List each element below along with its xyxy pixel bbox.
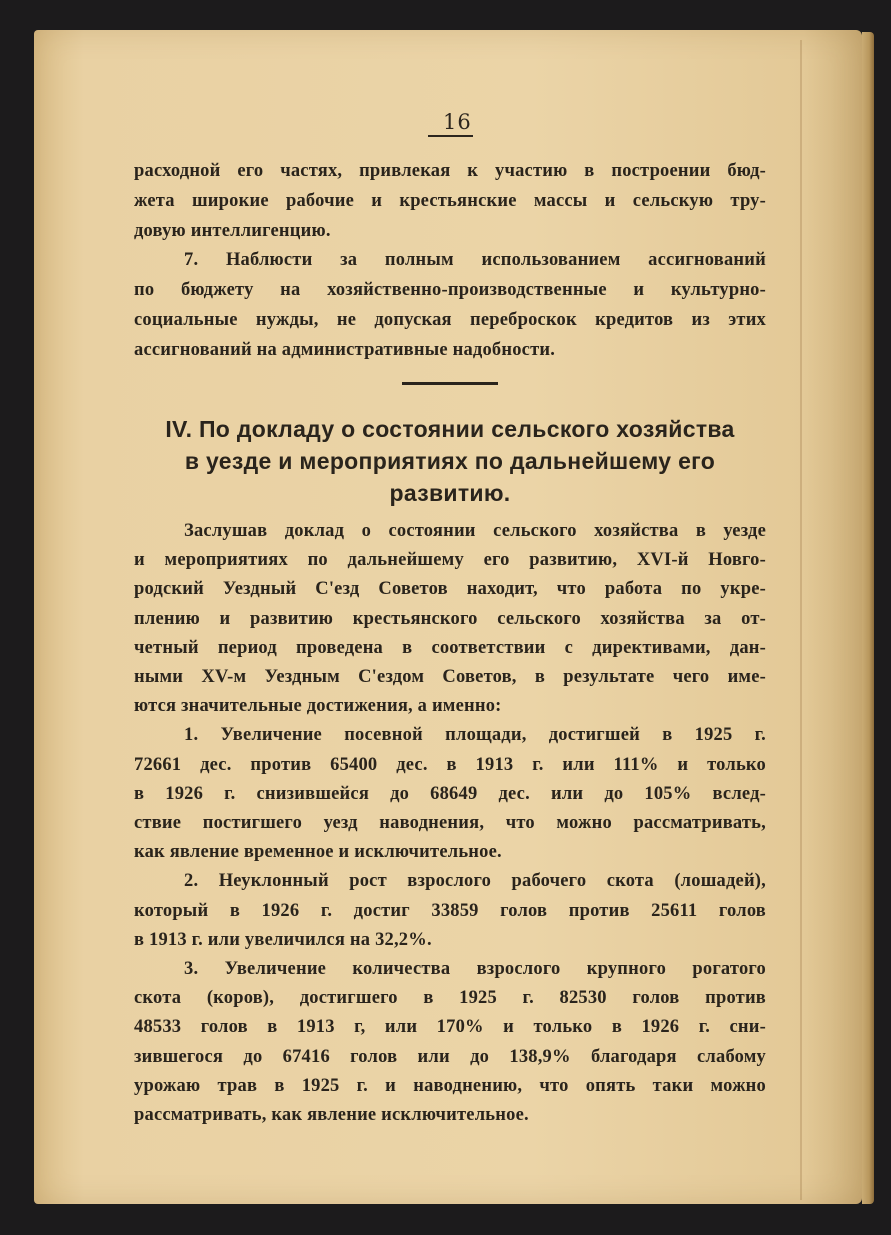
heading-line: в уезде и мероприятиях по дальнейшему его: [184, 448, 716, 474]
page-number: 16: [443, 110, 472, 134]
text-line: жета широкие рабочие и крестьянские массы и сельскую тру-: [134, 190, 766, 211]
text-line: расходной его частях, привлекая к участию в построении бюд-: [134, 161, 766, 181]
text-line: ными XV-м Уездным С'ездом Советов, в результате чего име-: [134, 667, 766, 688]
text-line: ствие постигшего уезд наводнения, что можно рассматривать,: [134, 813, 766, 834]
text-line: скота (коров), достигшего в 1925 г. 82530 голов против: [134, 988, 766, 1009]
text-line: урожаю трав в 1925 г. и наводнению, что опять таки можно: [134, 1075, 766, 1096]
heading-line: IV. По докладу о состоянии сельского хозяйства: [165, 416, 735, 442]
text-line: четный период проведена в соответствии с директивами, дан-: [134, 637, 766, 658]
text-line: 2. Неуклонный рост взрослого рабочего скота (лошадей),: [184, 871, 766, 892]
text-line: 48533 голов в 1913 г, или 170% и только в 1926 г. сни-: [134, 1017, 766, 1038]
text-line: по бюджету на хозяйственно-производственные и культурно-: [134, 280, 766, 301]
text-line: 7. Наблюсти за полным использованием ассигнований: [184, 250, 766, 271]
text-line: как явление временное и исключительное.: [134, 842, 502, 863]
top-text-block: [134, 157, 766, 366]
text-line: родский Уездный С'езд Советов находит, что работа по укре-: [134, 579, 766, 600]
text-line: рассматривать, как явление исключительное.: [134, 1105, 529, 1126]
page-edge: [862, 32, 874, 1204]
text-line: социальные нужды, не допуская переброскок кредитов из этих: [134, 309, 766, 330]
text-line: 3. Увеличение количества взрослого крупного рогатого: [184, 959, 766, 980]
text-line: ассигнований на административные надобности.: [134, 339, 556, 360]
text-line: и мероприятиях по дальнейшему его развитию, XVI-й Новго-: [134, 550, 766, 571]
section-body: [134, 517, 766, 1130]
page-fold-crease: [800, 40, 802, 1200]
text-line: плению и развитию крестьянского сельского хозяйства за от-: [134, 608, 766, 629]
section-heading: [120, 413, 780, 509]
heading-line: развитию.: [389, 480, 511, 506]
text-line: довую интеллигенцию.: [134, 220, 331, 241]
section-divider: [402, 382, 498, 385]
text-line: 1. Увеличение посевной площади, достигшей в 1925 г.: [184, 725, 766, 746]
page-number-underline: [428, 135, 473, 137]
text-line: в 1926 г. снизившейся до 68649 дес. или до 105% вслед-: [134, 783, 766, 804]
text-line: в 1913 г. или увеличился на 32,2%.: [134, 929, 432, 950]
text-line: 72661 дес. против 65400 дес. в 1913 г. или 111% и только: [134, 754, 766, 775]
text-line: зившегося до 67416 голов или до 138,9% благодаря слабому: [134, 1046, 766, 1067]
text-line: Заслушав доклад о состоянии сельского хозяйства в уезде: [184, 521, 766, 541]
text-line: который в 1926 г. достиг 33859 голов против 25611 голов: [134, 900, 766, 921]
text-line: ются значительные достижения, а именно:: [134, 696, 502, 717]
